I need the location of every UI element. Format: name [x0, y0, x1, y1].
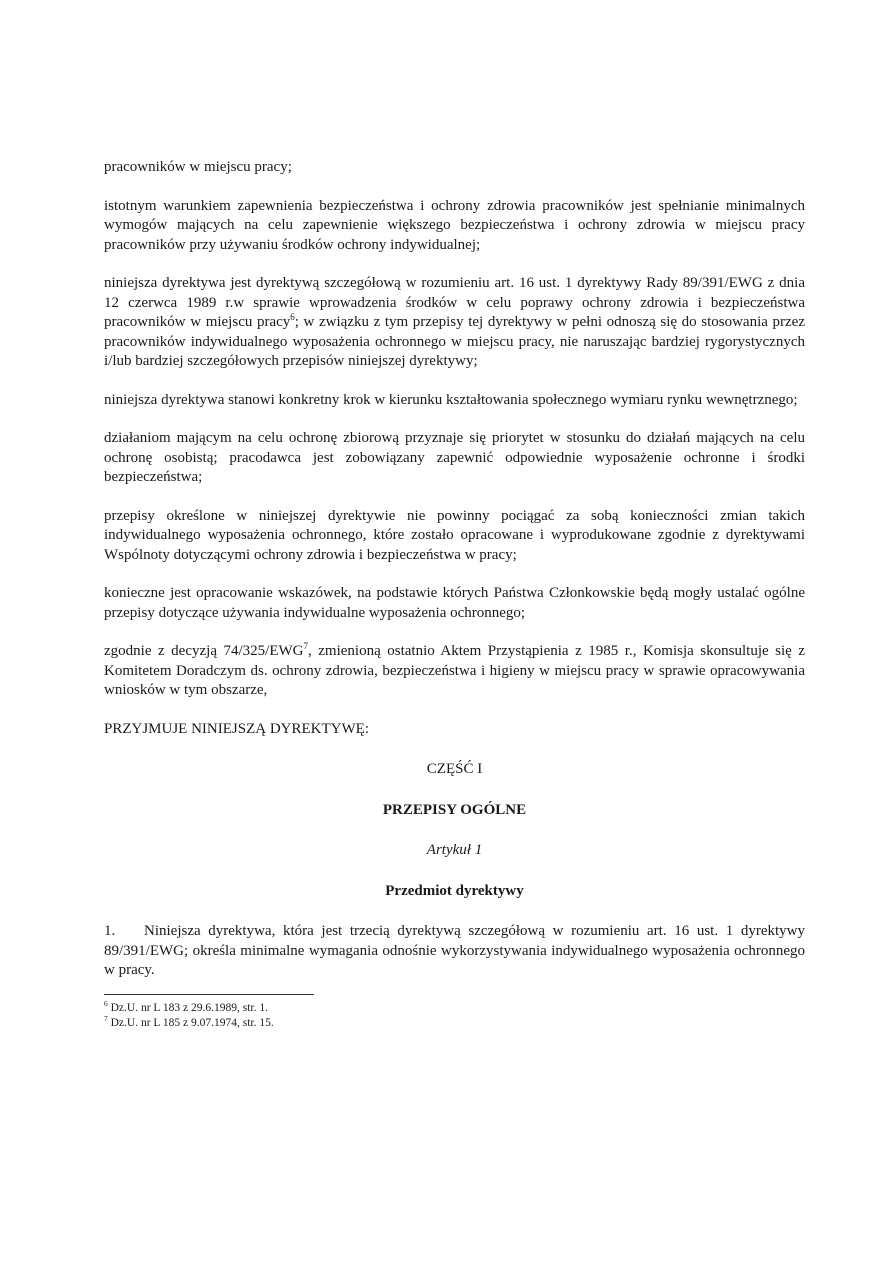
recital-paragraph: przepisy określone w niniejszej dyrektywie nie powinny pociągać za sobą konieczności zmian takich indywidualnego wyposażenia ochronnego, które zostało opracowane i wyprodukowane zgodnie z dyrektywami Wspólnoty dotyczącymi ochrony zdrowia i bezpieczeństwa w pracy;	[104, 507, 805, 563]
part-title: PRZEPISY OGÓLNE	[382, 801, 527, 818]
footnote-separator	[104, 994, 314, 995]
footnote-ref-7: 7	[303, 641, 308, 651]
footnote-ref-6: 6	[290, 312, 295, 322]
article-paragraph-1: 1. Niniejsza dyrektywa, która jest trzecią dyrektywą szczegółową w rozumieniu art. 16 ust. 1 dyrektywy 89/391/EWG; określa minimalne wymagania odnośnie wykorzystywania indywidualnego wyposażenia ochronnego w pracy.	[104, 923, 805, 978]
footnote-7: $^7$ Dz.U. nr L 185 z 9.07.1974, str. 15.	[104, 1013, 274, 1029]
recital-paragraph: niniejsza dyrektywa stanowi konkretny krok w kierunku kształtowania społecznego wymiaru rynku wewnętrznego;	[104, 391, 798, 408]
article-heading: Artykuł 1	[426, 842, 483, 858]
footnote-6: $^6$ Dz.U. nr L 183 z 29.6.1989, str. 1.	[104, 998, 268, 1014]
recital-paragraph-with-footnote-6: niniejsza dyrektywa jest dyrektywą szczegółową w rozumieniu art. 16 ust. 1 dyrektywy Rady 89/391/EWG z dnia 12 czerwca 1989 r.w sprawie wprowadzenia środków w celu poprawy ochrony zdrowia i bezpieczeństwa pracowników w miejscu pracy$^6$; w związku z tym przepisy tej dyrektywy w pełni odnoszą się do stosowania przez pracowników indywidualnego wyposażenia ochronnego w miejscu pracy, nie naruszając bardziej rygorystycznych i/lub bardziej szczegółowych przepisów niniejszej dyrektywy;	[104, 275, 805, 369]
part-heading: CZĘŚĆ I	[426, 761, 483, 777]
recital-paragraph: istotnym warunkiem zapewnienia bezpieczeństwa i ochrony zdrowia pracowników jest spełnianie minimalnych wymogów mających na celu zapewnienie większego bezpieczeństwa i ochrony zdrowia w miejscu pracy pracowników przy używaniu środków ochrony indywidualnej;	[104, 197, 805, 253]
paragraph-number: 1.	[104, 923, 116, 939]
enacting-formula: PRZYJMUJE NINIEJSZĄ DYREKTYWĘ:	[104, 720, 369, 737]
recital-paragraph-with-footnote-7: zgodnie z decyzją 74/325/EWG$^7$, zmienioną ostatnio Aktem Przystąpienia z 1985 r., Komisja skonsultuje się z Komitetem Doradczym ds. ochrony zdrowia, bezpieczeństwa i higieny w miejscu pracy w sprawie opracowywania wniosków w tym obszarze,	[104, 641, 805, 698]
paragraph-continuation: pracowników w miejscu pracy;	[104, 159, 292, 175]
article-title: Przedmiot dyrektywy	[385, 882, 524, 899]
recital-paragraph: konieczne jest opracowanie wskazówek, na podstawie których Państwa Członkowskie będą mogły ustalać ogólne przepisy dotyczące używania indywidualne wyposażenia ochronnego;	[104, 585, 805, 621]
recital-paragraph: działaniom mającym na celu ochronę zbiorową przyznaje się priorytet w stosunku do działań mających na celu ochronę osobistą; pracodawca jest zobowiązany zapewnić odpowiednie wyposażenie ochronne i środki bezpieczeństwa;	[104, 430, 805, 485]
